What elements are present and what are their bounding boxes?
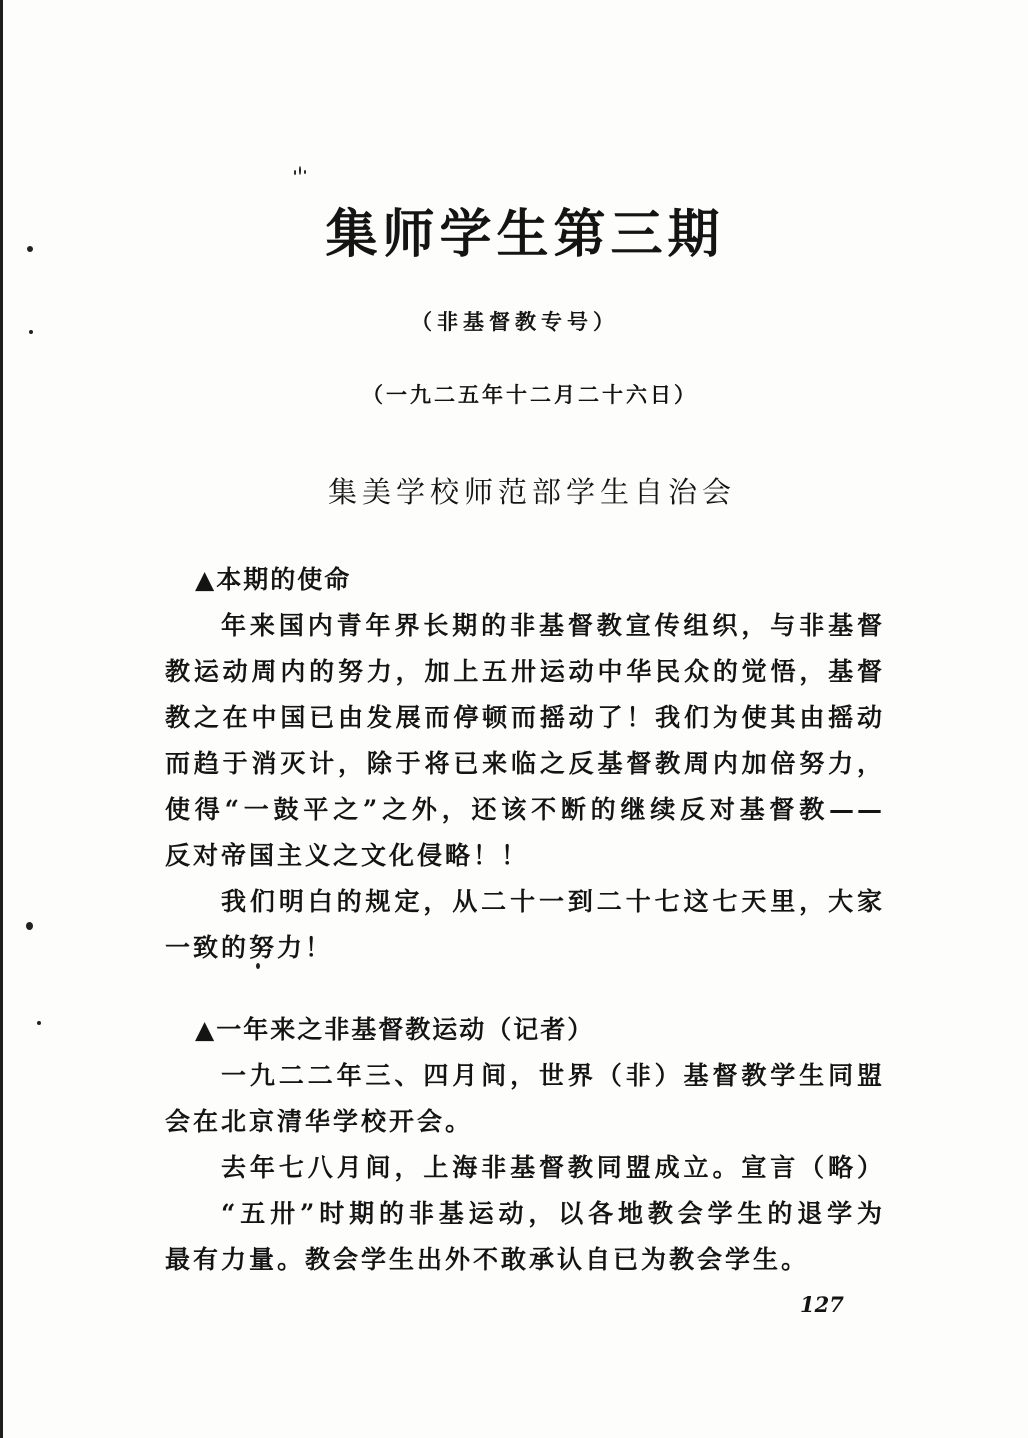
text-line: 年来国内青年界长期的非基督教宣传组织，与非基督 [221,611,885,640]
text-line: 教之在中国已由发展而停顿而摇动了！我们为使其由摇动 [165,703,885,732]
document-organization: 集美学校师范部学生自治会 [327,475,736,509]
text-line: “五卅”时期的非基运动，以各地教会学生的退学为 [221,1199,885,1228]
text-line: 最有力量。教会学生出外不敢承认自已为教会学生。 [165,1245,810,1274]
scan-speck [29,330,33,334]
scan-speck [37,1021,41,1025]
scan-speck [294,170,296,175]
scan-speck [26,922,33,930]
document-title: 集师学生第三期 [325,204,725,265]
page-number: 127 [800,1292,844,1317]
scan-speck [299,166,301,175]
paragraph [165,1053,885,1145]
paragraph [165,603,885,879]
text-line: 一九二二年三、四月间，世界（非）基督教学生同盟 [221,1061,885,1090]
text-line: 我们明白的规定，从二十一到二十七这七天里，大家 [221,887,885,916]
scan-speck [27,246,33,252]
text-line: 反对帝国主义之文化侵略！！ [165,841,530,870]
document-subtitle: （非基督教专号） [411,309,619,334]
section-heading: ▲一年来之非基督教运动（记者） [195,1015,595,1044]
section-movement-review [165,1007,885,1283]
text-line: 使得“一鼓平之”之外，还该不断的继续反对基督教—— [165,795,885,824]
document-date: （一九二五年十二月二十六日） [362,382,698,407]
paragraph [165,879,885,971]
section-mission [165,557,885,971]
paragraph [165,1191,885,1283]
scan-speck [256,963,260,969]
paragraph [165,1145,885,1191]
text-line: 而趋于消灭计，除于将已来临之反基督教周内加倍努力， [165,749,885,778]
text-line: 去年七八月间，上海非基督教同盟成立。宣言（略） [221,1153,885,1182]
text-line: 一致的努力！ [165,933,334,962]
scan-speck [304,170,306,174]
section-heading: ▲本期的使命 [195,565,352,594]
text-line: 会在北京清华学校开会。 [165,1107,474,1136]
document-body [165,557,885,1283]
text-line: 教运动周内的努力，加上五卅运动中华民众的觉悟，基督 [165,657,885,686]
